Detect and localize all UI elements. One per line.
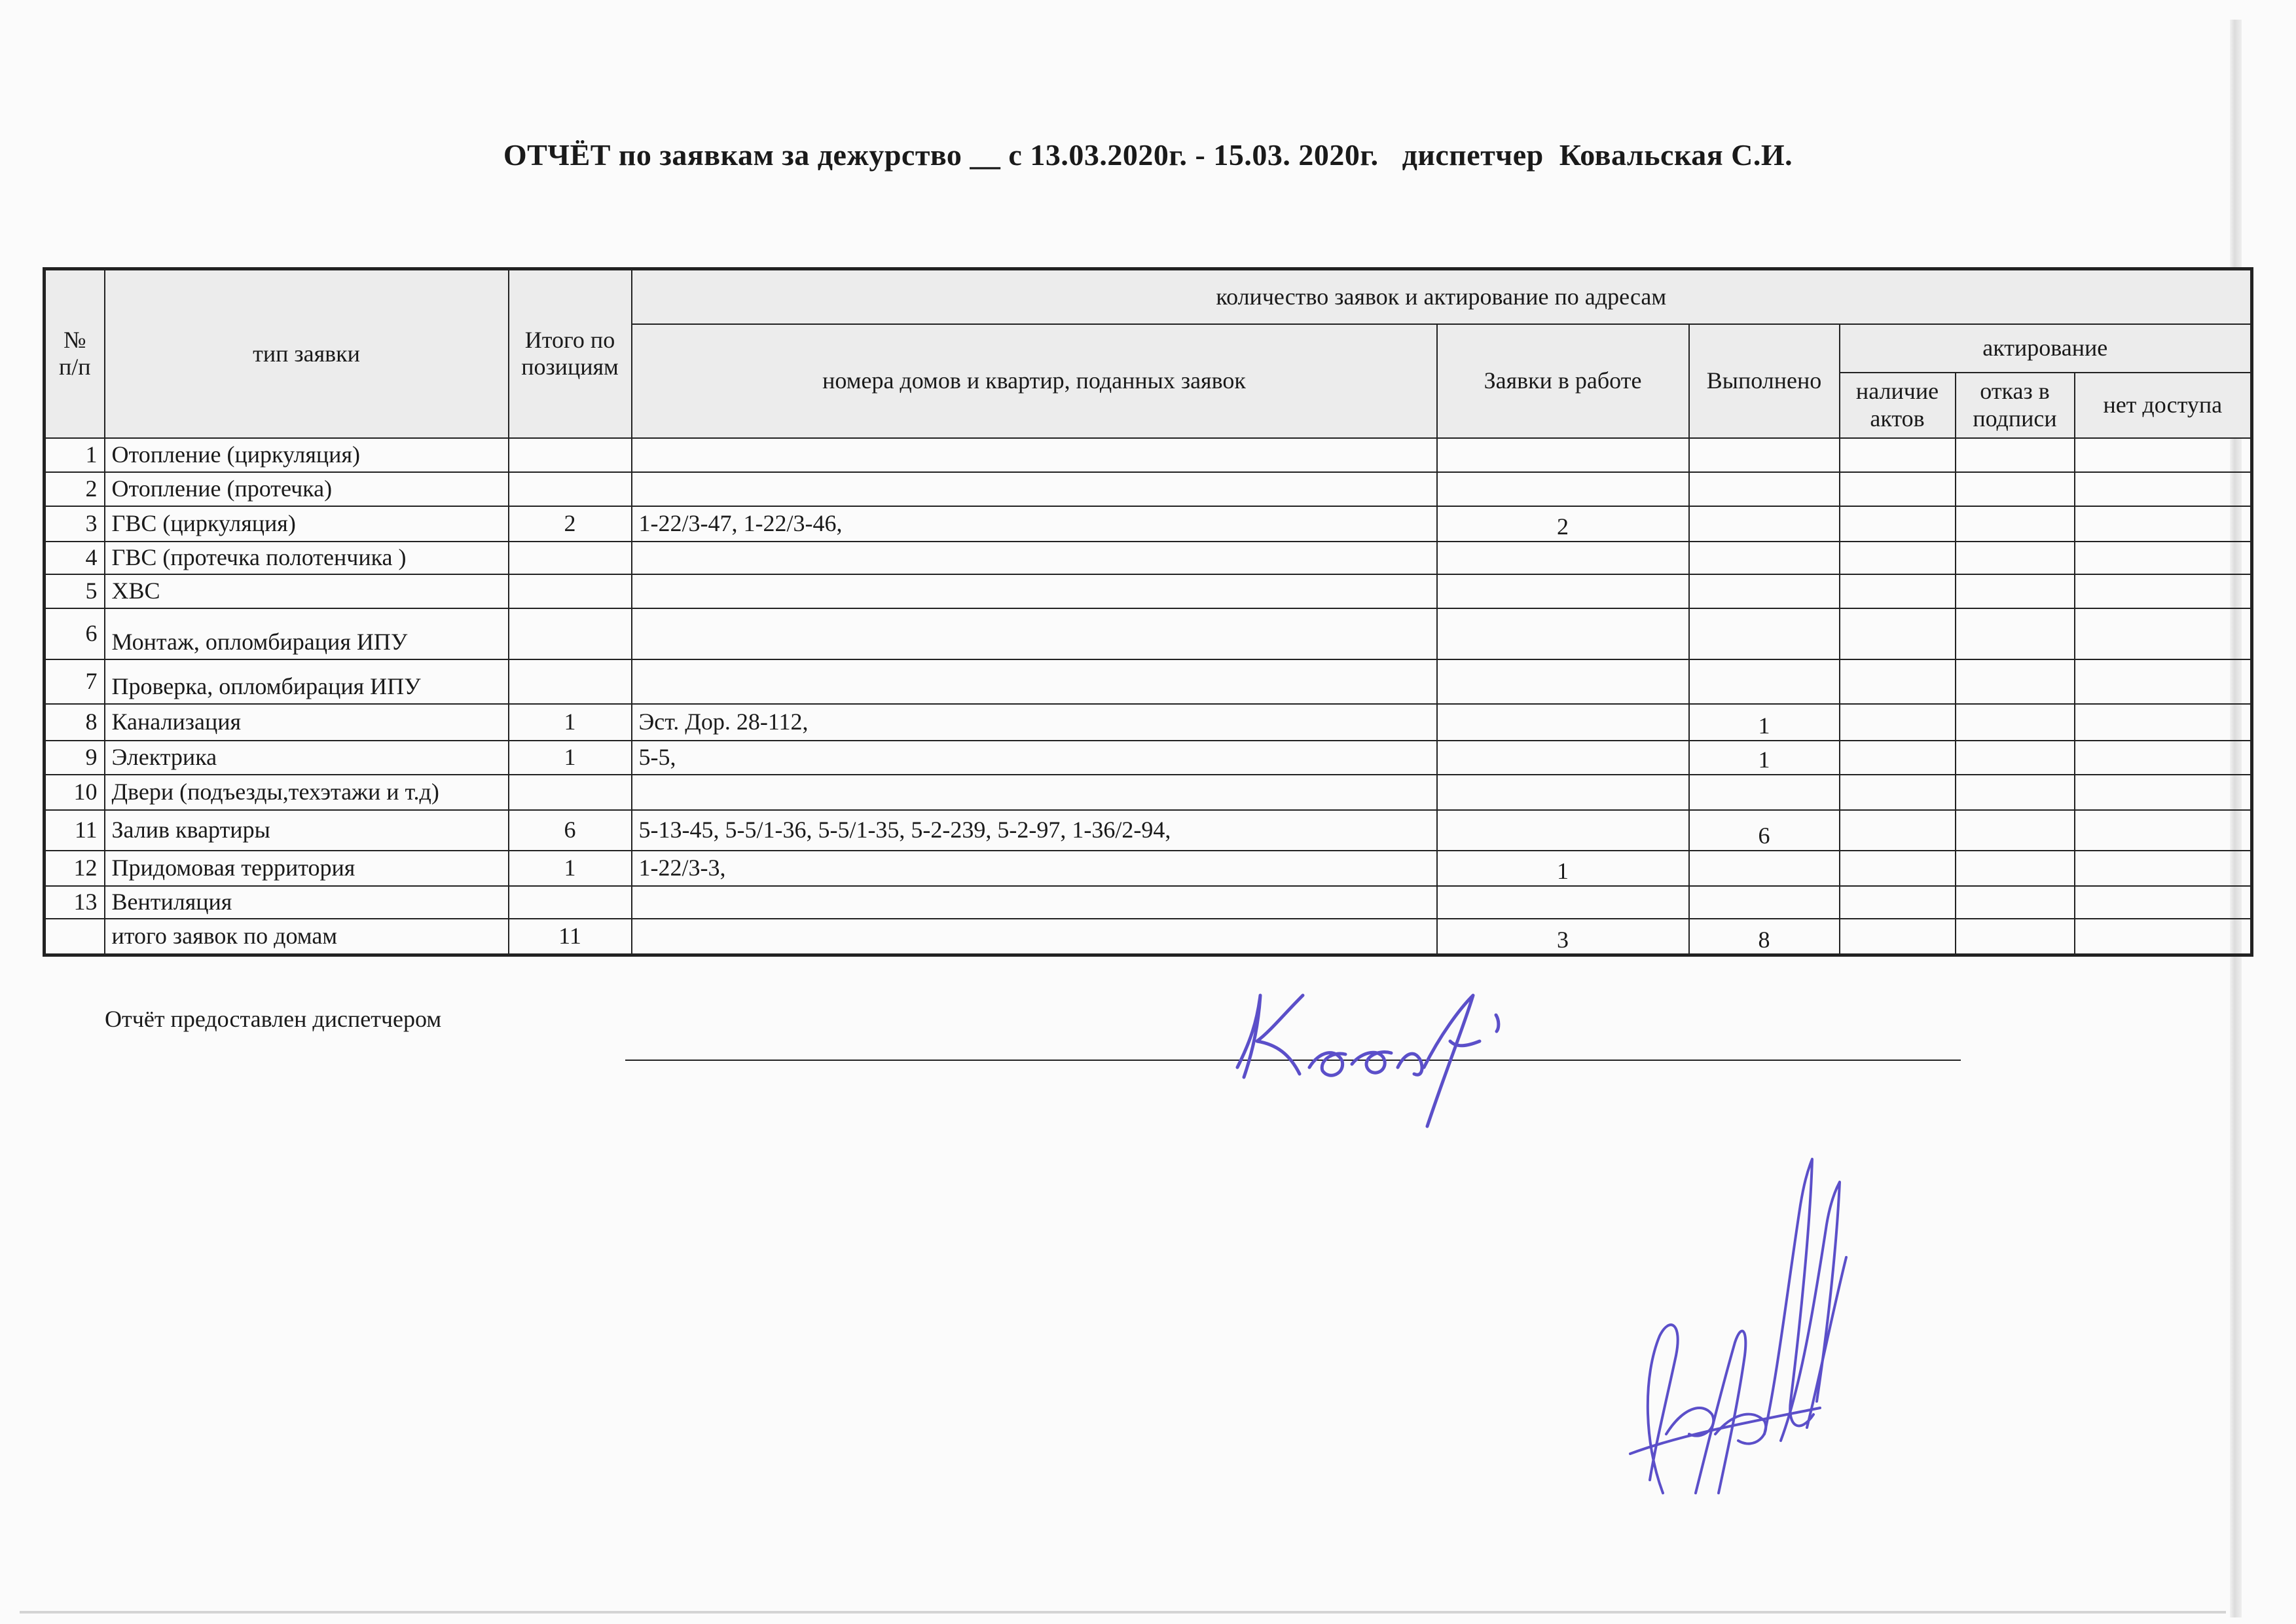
row-acts-present xyxy=(1840,608,1956,659)
row-total: 1 xyxy=(509,851,632,886)
table-row xyxy=(45,472,2252,506)
row-in-work xyxy=(1437,472,1689,506)
dispatcher-signature xyxy=(1211,969,1525,1139)
row-type: Электрика xyxy=(105,741,509,775)
totals-row xyxy=(45,919,2252,955)
totals-acts-present xyxy=(1840,919,1956,955)
table-row xyxy=(45,886,2252,919)
table-row xyxy=(45,741,2252,775)
row-number: 5 xyxy=(45,574,105,608)
report-title-dispatcher: диспетчер Ковальская С.И. xyxy=(1402,138,1793,172)
row-acts-refused xyxy=(1956,542,2075,574)
footer-label: Отчёт предоставлен диспетчером xyxy=(105,1006,442,1032)
table-row xyxy=(45,775,2252,810)
report-title-main: ОТЧЁТ по заявкам за дежурство __ с 13.03.2020г. - 15.03. 2020г. xyxy=(503,138,1379,172)
table-row xyxy=(45,438,2252,472)
row-no-access xyxy=(2075,741,2252,775)
row-no-access xyxy=(2075,608,2252,659)
row-number: 10 xyxy=(45,775,105,810)
row-total xyxy=(509,542,632,574)
row-acts-refused xyxy=(1956,704,2075,741)
row-acts-refused xyxy=(1956,574,2075,608)
row-addresses xyxy=(632,472,1437,506)
row-total xyxy=(509,659,632,704)
row-addresses: 5-5, xyxy=(632,741,1437,775)
row-number: 8 xyxy=(45,704,105,741)
header-acts-present: наличие актов xyxy=(1840,373,1956,438)
row-number: 2 xyxy=(45,472,105,506)
row-acts-present xyxy=(1840,438,1956,472)
row-acts-refused xyxy=(1956,472,2075,506)
row-in-work: 2 xyxy=(1437,506,1689,542)
table-row xyxy=(45,542,2252,574)
row-acts-refused xyxy=(1956,775,2075,810)
row-number: 6 xyxy=(45,608,105,659)
row-acts-present xyxy=(1840,775,1956,810)
row-total: 1 xyxy=(509,704,632,741)
row-acts-present xyxy=(1840,542,1956,574)
row-acts-present xyxy=(1840,851,1956,886)
row-done xyxy=(1689,608,1840,659)
header-acts-group: актирование xyxy=(1840,324,2252,373)
row-no-access xyxy=(2075,438,2252,472)
row-number: 9 xyxy=(45,741,105,775)
header-acts-refused: отказ в подписи xyxy=(1956,373,2075,438)
totals-no-access xyxy=(2075,919,2252,955)
row-no-access xyxy=(2075,851,2252,886)
row-total xyxy=(509,608,632,659)
row-addresses xyxy=(632,542,1437,574)
totals-number xyxy=(45,919,105,955)
row-total xyxy=(509,775,632,810)
row-acts-present xyxy=(1840,810,1956,851)
row-no-access xyxy=(2075,506,2252,542)
table-row xyxy=(45,810,2252,851)
row-total xyxy=(509,472,632,506)
row-in-work xyxy=(1437,886,1689,919)
row-addresses: Эст. Дор. 28-112, xyxy=(632,704,1437,741)
totals-total: 11 xyxy=(509,919,632,955)
row-total xyxy=(509,886,632,919)
row-type: ГВС (циркуляция) xyxy=(105,506,509,542)
row-in-work xyxy=(1437,775,1689,810)
row-in-work xyxy=(1437,438,1689,472)
header-type: тип заявки xyxy=(105,269,509,438)
row-no-access xyxy=(2075,542,2252,574)
row-type: Двери (подъезды,техэтажи и т.д) xyxy=(105,775,509,810)
row-done xyxy=(1689,438,1840,472)
row-type: ГВС (протечка полотенчика ) xyxy=(105,542,509,574)
row-acts-present xyxy=(1840,704,1956,741)
row-done xyxy=(1689,851,1840,886)
row-number: 4 xyxy=(45,542,105,574)
row-total: 1 xyxy=(509,741,632,775)
row-done: 6 xyxy=(1689,810,1840,851)
row-done: 1 xyxy=(1689,741,1840,775)
row-number: 7 xyxy=(45,659,105,704)
header-total: Итого по позициям xyxy=(509,269,632,438)
header-group: количество заявок и актирование по адресам xyxy=(632,269,2252,324)
row-type: Проверка, опломбирация ИПУ xyxy=(105,659,509,704)
table-row xyxy=(45,851,2252,886)
report-title xyxy=(0,138,2296,172)
table-row xyxy=(45,608,2252,659)
header-addresses: номера домов и квартир, поданных заявок xyxy=(632,324,1437,438)
row-acts-refused xyxy=(1956,741,2075,775)
row-acts-refused xyxy=(1956,886,2075,919)
row-acts-refused xyxy=(1956,659,2075,704)
row-done xyxy=(1689,542,1840,574)
row-type: Канализация xyxy=(105,704,509,741)
row-done xyxy=(1689,472,1840,506)
row-in-work: 1 xyxy=(1437,851,1689,886)
totals-addresses xyxy=(632,919,1437,955)
row-acts-refused xyxy=(1956,810,2075,851)
row-type: ХВС xyxy=(105,574,509,608)
row-number: 12 xyxy=(45,851,105,886)
totals-in-work: 3 xyxy=(1437,919,1689,955)
row-acts-refused xyxy=(1956,438,2075,472)
row-no-access xyxy=(2075,886,2252,919)
row-in-work xyxy=(1437,810,1689,851)
header-no-access: нет доступа xyxy=(2075,373,2252,438)
row-total: 2 xyxy=(509,506,632,542)
row-done xyxy=(1689,775,1840,810)
totals-acts-refused xyxy=(1956,919,2075,955)
table-row xyxy=(45,659,2252,704)
row-done xyxy=(1689,506,1840,542)
row-acts-present xyxy=(1840,472,1956,506)
row-in-work xyxy=(1437,659,1689,704)
row-no-access xyxy=(2075,574,2252,608)
row-type: Монтаж, опломбирация ИПУ xyxy=(105,608,509,659)
scan-edge-bottom xyxy=(20,1611,2226,1614)
row-in-work xyxy=(1437,542,1689,574)
row-acts-refused xyxy=(1956,506,2075,542)
row-number: 1 xyxy=(45,438,105,472)
row-no-access xyxy=(2075,659,2252,704)
row-type: Отопление (протечка) xyxy=(105,472,509,506)
row-done: 1 xyxy=(1689,704,1840,741)
row-done xyxy=(1689,886,1840,919)
report-table xyxy=(43,267,2253,957)
report-body xyxy=(45,438,2252,955)
row-type: Придомовая территория xyxy=(105,851,509,886)
row-addresses: 5-13-45, 5-5/1-36, 5-5/1-35, 5-2-239, 5-2-97, 1-36/2-94, xyxy=(632,810,1437,851)
row-acts-present xyxy=(1840,506,1956,542)
row-no-access xyxy=(2075,775,2252,810)
row-done xyxy=(1689,574,1840,608)
row-addresses xyxy=(632,438,1437,472)
row-done xyxy=(1689,659,1840,704)
header-in-work: Заявки в работе xyxy=(1437,324,1689,438)
row-no-access xyxy=(2075,810,2252,851)
row-type: Отопление (циркуляция) xyxy=(105,438,509,472)
row-in-work xyxy=(1437,574,1689,608)
row-acts-present xyxy=(1840,659,1956,704)
header-done: Выполнено xyxy=(1689,324,1840,438)
table-row xyxy=(45,506,2252,542)
totals-label: итого заявок по домам xyxy=(105,919,509,955)
approval-signature xyxy=(1604,1126,1866,1519)
row-addresses xyxy=(632,608,1437,659)
table-row xyxy=(45,704,2252,741)
row-total xyxy=(509,574,632,608)
row-addresses: 1-22/3-47, 1-22/3-46, xyxy=(632,506,1437,542)
row-acts-present xyxy=(1840,886,1956,919)
totals-done: 8 xyxy=(1689,919,1840,955)
row-number: 13 xyxy=(45,886,105,919)
row-total: 6 xyxy=(509,810,632,851)
header-number: № п/п xyxy=(45,269,105,438)
row-no-access xyxy=(2075,704,2252,741)
row-type: Вентиляция xyxy=(105,886,509,919)
row-acts-refused xyxy=(1956,851,2075,886)
row-addresses xyxy=(632,574,1437,608)
row-in-work xyxy=(1437,704,1689,741)
row-addresses xyxy=(632,886,1437,919)
row-number: 11 xyxy=(45,810,105,851)
row-acts-present xyxy=(1840,741,1956,775)
row-in-work xyxy=(1437,608,1689,659)
row-total xyxy=(509,438,632,472)
row-addresses xyxy=(632,775,1437,810)
row-number: 3 xyxy=(45,506,105,542)
row-acts-present xyxy=(1840,574,1956,608)
table-row xyxy=(45,574,2252,608)
row-type: Залив квартиры xyxy=(105,810,509,851)
row-no-access xyxy=(2075,472,2252,506)
row-in-work xyxy=(1437,741,1689,775)
row-addresses xyxy=(632,659,1437,704)
row-addresses: 1-22/3-3, xyxy=(632,851,1437,886)
row-acts-refused xyxy=(1956,608,2075,659)
